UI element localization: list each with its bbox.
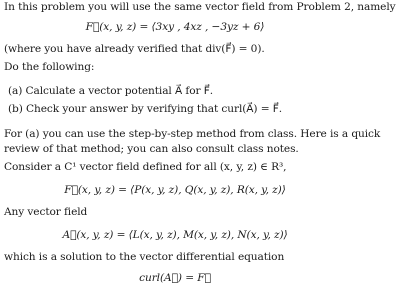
method-paragraph-line1: For (a) you can use the step-by-step method from class. Here is a quick [4,128,381,140]
consider-text: Consider a C¹ vector field defined for all (x, y, z) ∈ R³, [4,161,287,173]
vector-potential-equation: A⃗(x, y, z) = ⟨L(x, y, z), M(x, y, z), N(x, y, z)⟩ [62,229,288,241]
intro-text: In this problem you will use the same vector field from Problem 2, namely [4,1,396,13]
instructions-heading: Do the following: [4,61,95,73]
curl-equation: curl(A⃗) = F⃗ [139,272,211,284]
verified-note: (where you have already verified that div(F⃗) = 0). [4,43,265,55]
method-paragraph-line2: review of that method; you can also consult class notes. [4,143,299,155]
task-a: (a) Calculate a vector potential A⃗ for F⃗. [8,85,213,97]
any-vector-field-text: Any vector field [4,206,88,218]
solution-text: which is a solution to the vector differential equation [4,251,285,263]
task-b: (b) Check your answer by verifying that curl(A⃗) = F⃗. [8,103,283,115]
field-equation: F⃗(x, y, z) = ⟨3xy , 4xz , −3yz + 6⟩ [85,21,265,33]
general-field-equation: F⃗(x, y, z) = ⟨P(x, y, z), Q(x, y, z), R(x, y, z)⟩ [64,184,286,196]
